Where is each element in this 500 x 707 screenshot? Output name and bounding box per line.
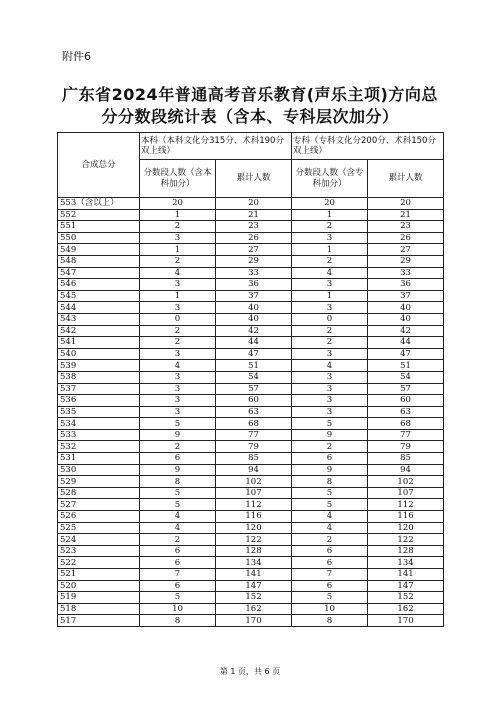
table-row	[58, 348, 444, 360]
junior-college-count-cell: 4	[292, 267, 368, 279]
junior-college-count-cell: 3	[292, 279, 368, 291]
junior-college-cumulative-cell: 77	[368, 429, 444, 441]
undergraduate-cumulative-cell: 152	[216, 592, 292, 604]
junior-college-cumulative-cell: 94	[368, 464, 444, 476]
undergraduate-count-cell: 10	[140, 603, 216, 615]
undergraduate-cumulative-cell: 107	[216, 487, 292, 499]
score-cell: 528	[58, 487, 140, 499]
junior-college-count-cell: 3	[292, 371, 368, 383]
score-cell: 520	[58, 580, 140, 592]
undergraduate-count-cell: 8	[140, 476, 216, 488]
table-row	[58, 487, 444, 499]
undergraduate-cumulative-cell: 170	[216, 615, 292, 627]
score-cell: 548	[58, 255, 140, 267]
score-cell: 534	[58, 418, 140, 430]
junior-college-cumulative-cell: 44	[368, 337, 444, 349]
score-cell: 550	[58, 232, 140, 244]
table-row	[58, 313, 444, 325]
junior-college-cumulative-cell: 26	[368, 232, 444, 244]
table-row	[58, 221, 444, 233]
score-cell: 545	[58, 290, 140, 302]
table-row	[58, 325, 444, 337]
junior-college-cumulative-cell: 141	[368, 569, 444, 581]
undergraduate-cumulative-cell: 85	[216, 453, 292, 465]
undergraduate-count-cell: 6	[140, 545, 216, 557]
score-cell: 530	[58, 464, 140, 476]
undergraduate-count-cell: 1	[140, 209, 216, 221]
undergraduate-count-cell: 2	[140, 441, 216, 453]
document-title-line-1: 广东省2024年普通高考音乐教育(声乐主项)方向总	[62, 85, 438, 104]
undergraduate-count-cell: 1	[140, 244, 216, 256]
score-cell: 546	[58, 279, 140, 291]
undergraduate-cumulative-cell: 116	[216, 511, 292, 523]
junior-college-cumulative-cell: 57	[368, 383, 444, 395]
junior-college-cumulative-cell: 40	[368, 313, 444, 325]
undergraduate-cumulative-cell: 21	[216, 209, 292, 221]
junior-college-count-cell: 7	[292, 569, 368, 581]
junior-college-count-cell: 3	[292, 395, 368, 407]
score-cell: 542	[58, 325, 140, 337]
undergraduate-cumulative-cell: 40	[216, 313, 292, 325]
junior-college-cumulative-cell: 116	[368, 511, 444, 523]
junior-college-count-cell: 20	[292, 198, 368, 210]
score-cell: 551	[58, 221, 140, 233]
undergraduate-count-cell: 9	[140, 429, 216, 441]
junior-college-count-cell: 9	[292, 464, 368, 476]
undergraduate-count-cell: 3	[140, 406, 216, 418]
score-cell: 518	[58, 603, 140, 615]
undergraduate-count-cell: 3	[140, 348, 216, 360]
table-row	[58, 209, 444, 221]
junior-college-count-cell: 3	[292, 383, 368, 395]
undergraduate-cumulative-cell: 51	[216, 360, 292, 372]
score-cell: 519	[58, 592, 140, 604]
undergraduate-cumulative-cell: 120	[216, 522, 292, 534]
undergraduate-cumulative-cell: 42	[216, 325, 292, 337]
undergraduate-cumulative-cell: 94	[216, 464, 292, 476]
table-row	[58, 603, 444, 615]
junior-college-count-cell: 8	[292, 476, 368, 488]
undergraduate-count-cell: 6	[140, 453, 216, 465]
junior-college-cumulative-cell: 152	[368, 592, 444, 604]
junior-college-cumulative-cell: 85	[368, 453, 444, 465]
undergraduate-count-cell: 3	[140, 232, 216, 244]
undergraduate-cumulative-cell: 20	[216, 198, 292, 210]
score-cell: 526	[58, 511, 140, 523]
junior-college-count-cell: 2	[292, 255, 368, 267]
junior-college-cumulative-cell: 112	[368, 499, 444, 511]
junior-college-count-cell: 4	[292, 522, 368, 534]
score-cell: 533	[58, 429, 140, 441]
undergraduate-count-cell: 3	[140, 395, 216, 407]
table-row	[58, 232, 444, 244]
junior-college-cumulative-cell: 20	[368, 198, 444, 210]
junior-college-cumulative-cell: 128	[368, 545, 444, 557]
undergraduate-count-cell: 3	[140, 302, 216, 314]
undergraduate-count-cell: 3	[140, 383, 216, 395]
undergraduate-cumulative-cell: 57	[216, 383, 292, 395]
undergraduate-cumulative-cell: 47	[216, 348, 292, 360]
page-number: 第 1 页，共 6 页	[219, 667, 281, 676]
junior-college-cumulative-cell: 21	[368, 209, 444, 221]
junior-college-cumulative-cell: 40	[368, 302, 444, 314]
undergraduate-cumulative-cell: 68	[216, 418, 292, 430]
undergraduate-cumulative-cell: 162	[216, 603, 292, 615]
junior-college-cumulative-cell: 107	[368, 487, 444, 499]
score-cell: 517	[58, 615, 140, 627]
undergraduate-count-cell: 2	[140, 325, 216, 337]
undergraduate-count-cell: 4	[140, 511, 216, 523]
junior-college-count-cell: 3	[292, 232, 368, 244]
score-cell: 529	[58, 476, 140, 488]
junior-college-cumulative-cell: 29	[368, 255, 444, 267]
undergraduate-count-cell: 3	[140, 371, 216, 383]
undergraduate-count-cell: 2	[140, 337, 216, 349]
undergraduate-count-cell: 4	[140, 522, 216, 534]
junior-college-count-cell: 3	[292, 302, 368, 314]
score-cell: 523	[58, 545, 140, 557]
score-cell: 521	[58, 569, 140, 581]
junior-college-cumulative-cell: 37	[368, 290, 444, 302]
table-header-row	[58, 133, 444, 160]
score-cell: 535	[58, 406, 140, 418]
undergraduate-count-cell: 5	[140, 418, 216, 430]
junior-college-count-cell: 2	[292, 221, 368, 233]
junior-college-cumulative-cell: 51	[368, 360, 444, 372]
table-row	[58, 255, 444, 267]
undergraduate-cumulative-cell: 33	[216, 267, 292, 279]
junior-college-cumulative-cell: 120	[368, 522, 444, 534]
table-row	[58, 360, 444, 372]
undergraduate-cumulative-cell: 79	[216, 441, 292, 453]
junior-college-count-cell: 1	[292, 209, 368, 221]
table-row	[58, 395, 444, 407]
table-row	[58, 198, 444, 210]
undergraduate-count-cell: 6	[140, 580, 216, 592]
undergraduate-cumulative-cell: 128	[216, 545, 292, 557]
table-row	[58, 279, 444, 291]
junior-college-count-cell: 0	[292, 313, 368, 325]
score-cell: 532	[58, 441, 140, 453]
table-row	[58, 476, 444, 488]
undergraduate-cumulative-cell: 63	[216, 406, 292, 418]
undergraduate-count-cell: 7	[140, 569, 216, 581]
table-row	[58, 290, 444, 302]
junior-college-cumulative-cell: 60	[368, 395, 444, 407]
undergraduate-count-cell: 2	[140, 255, 216, 267]
score-cell: 549	[58, 244, 140, 256]
junior-college-count-cell: 6	[292, 545, 368, 557]
score-cell: 536	[58, 395, 140, 407]
undergraduate-count-cell: 8	[140, 615, 216, 627]
table-row	[58, 406, 444, 418]
junior-college-cumulative-cell: 162	[368, 603, 444, 615]
score-cell: 543	[58, 313, 140, 325]
undergraduate-count-cell: 2	[140, 534, 216, 546]
table-row	[58, 371, 444, 383]
junior-college-count-cell: 3	[292, 406, 368, 418]
undergraduate-cumulative-cell: 44	[216, 337, 292, 349]
undergraduate-count-cell: 5	[140, 499, 216, 511]
score-cell: 541	[58, 337, 140, 349]
junior-college-count-cell: 3	[292, 348, 368, 360]
junior-college-count-cell: 2	[292, 441, 368, 453]
junior-college-count-cell: 5	[292, 418, 368, 430]
junior-college-cumulative-cell: 36	[368, 279, 444, 291]
junior-college-count-cell: 6	[292, 453, 368, 465]
undergraduate-cumulative-cell: 77	[216, 429, 292, 441]
undergraduate-cumulative-cell: 134	[216, 557, 292, 569]
score-cell: 540	[58, 348, 140, 360]
score-distribution-table	[57, 132, 444, 627]
junior-college-cumulative-cell: 27	[368, 244, 444, 256]
attachment-label: 附件6	[62, 50, 91, 63]
undergraduate-cumulative-cell: 112	[216, 499, 292, 511]
table-body	[58, 198, 444, 627]
table-row	[58, 522, 444, 534]
junior-college-count-cell: 2	[292, 337, 368, 349]
undergraduate-cumulative-cell: 54	[216, 371, 292, 383]
undergraduate-count-cell: 5	[140, 487, 216, 499]
junior-college-cumulative-cell: 170	[368, 615, 444, 627]
undergraduate-cumulative-cell: 122	[216, 534, 292, 546]
undergraduate-cumulative-cell: 26	[216, 232, 292, 244]
table-row	[58, 499, 444, 511]
table-row	[58, 592, 444, 604]
table-row	[58, 557, 444, 569]
junior-college-cumulative-cell: 23	[368, 221, 444, 233]
table-row	[58, 267, 444, 279]
undergraduate-count-cell: 5	[140, 592, 216, 604]
undergraduate-cumulative-cell: 27	[216, 244, 292, 256]
table-row	[58, 441, 444, 453]
table-row	[58, 464, 444, 476]
undergraduate-segment-count-header: 分数段人数（含本科加分）	[140, 160, 216, 198]
undergraduate-cumulative-cell: 147	[216, 580, 292, 592]
score-cell: 539	[58, 360, 140, 372]
junior-college-count-cell: 4	[292, 360, 368, 372]
junior-college-count-cell: 5	[292, 499, 368, 511]
table-row	[58, 545, 444, 557]
table-row	[58, 429, 444, 441]
score-cell: 531	[58, 453, 140, 465]
undergraduate-cumulative-cell: 36	[216, 279, 292, 291]
undergraduate-count-cell: 0	[140, 313, 216, 325]
score-cell: 553（含以上）	[58, 198, 140, 210]
junior-college-cumulative-cell: 68	[368, 418, 444, 430]
junior-college-cumulative-cell: 134	[368, 557, 444, 569]
document-title-line-2: 分分数段统计表（含本、专科层次加分）	[101, 107, 399, 126]
score-cell: 547	[58, 267, 140, 279]
junior-college-count-cell: 1	[292, 290, 368, 302]
score-cell: 537	[58, 383, 140, 395]
undergraduate-cumulative-cell: 37	[216, 290, 292, 302]
junior-college-cumulative-header: 累计人数	[368, 160, 444, 198]
junior-college-count-cell: 1	[292, 244, 368, 256]
undergraduate-count-cell: 9	[140, 464, 216, 476]
table-row	[58, 337, 444, 349]
undergraduate-cumulative-cell: 141	[216, 569, 292, 581]
undergraduate-cumulative-cell: 60	[216, 395, 292, 407]
junior-college-cumulative-cell: 33	[368, 267, 444, 279]
undergraduate-cumulative-cell: 23	[216, 221, 292, 233]
junior-college-cumulative-cell: 42	[368, 325, 444, 337]
score-cell: 544	[58, 302, 140, 314]
undergraduate-count-cell: 2	[140, 221, 216, 233]
score-cell: 524	[58, 534, 140, 546]
junior-college-count-cell: 5	[292, 487, 368, 499]
undergraduate-count-cell: 20	[140, 198, 216, 210]
table-row	[58, 383, 444, 395]
table-row	[58, 418, 444, 430]
undergraduate-count-cell: 4	[140, 360, 216, 372]
junior-college-cumulative-cell: 54	[368, 371, 444, 383]
junior-college-count-cell: 4	[292, 511, 368, 523]
score-cell: 525	[58, 522, 140, 534]
junior-college-cumulative-cell: 147	[368, 580, 444, 592]
score-cell: 527	[58, 499, 140, 511]
junior-college-cumulative-cell: 63	[368, 406, 444, 418]
junior-college-count-cell: 5	[292, 592, 368, 604]
undergraduate-count-cell: 1	[140, 290, 216, 302]
junior-college-count-cell: 10	[292, 603, 368, 615]
junior-college-count-cell: 8	[292, 615, 368, 627]
undergraduate-cumulative-header: 累计人数	[216, 160, 292, 198]
junior-college-cumulative-cell: 102	[368, 476, 444, 488]
score-cell: 538	[58, 371, 140, 383]
junior-college-cumulative-cell: 122	[368, 534, 444, 546]
junior-college-group-header: 专科（专科文化分200分、术科150分双上线）	[292, 133, 444, 160]
junior-college-count-cell: 6	[292, 557, 368, 569]
table-row	[58, 302, 444, 314]
score-cell: 522	[58, 557, 140, 569]
junior-college-count-cell: 9	[292, 429, 368, 441]
undergraduate-cumulative-cell: 29	[216, 255, 292, 267]
undergraduate-cumulative-cell: 102	[216, 476, 292, 488]
undergraduate-count-cell: 4	[140, 267, 216, 279]
table-row	[58, 580, 444, 592]
undergraduate-cumulative-cell: 40	[216, 302, 292, 314]
table-row	[58, 453, 444, 465]
undergraduate-count-cell: 6	[140, 557, 216, 569]
score-column-header: 合成总分	[58, 133, 140, 198]
junior-college-cumulative-cell: 47	[368, 348, 444, 360]
junior-college-cumulative-cell: 79	[368, 441, 444, 453]
table-row	[58, 511, 444, 523]
table-row	[58, 244, 444, 256]
table-row	[58, 569, 444, 581]
table-row	[58, 615, 444, 627]
undergraduate-group-header: 本科（本科文化分315分、术科190分双上线）	[140, 133, 292, 160]
table-row	[58, 534, 444, 546]
undergraduate-count-cell: 3	[140, 279, 216, 291]
junior-college-count-cell: 2	[292, 534, 368, 546]
junior-college-count-cell: 2	[292, 325, 368, 337]
junior-college-count-cell: 6	[292, 580, 368, 592]
score-cell: 552	[58, 209, 140, 221]
junior-college-segment-count-header: 分数段人数（含专科加分）	[292, 160, 368, 198]
